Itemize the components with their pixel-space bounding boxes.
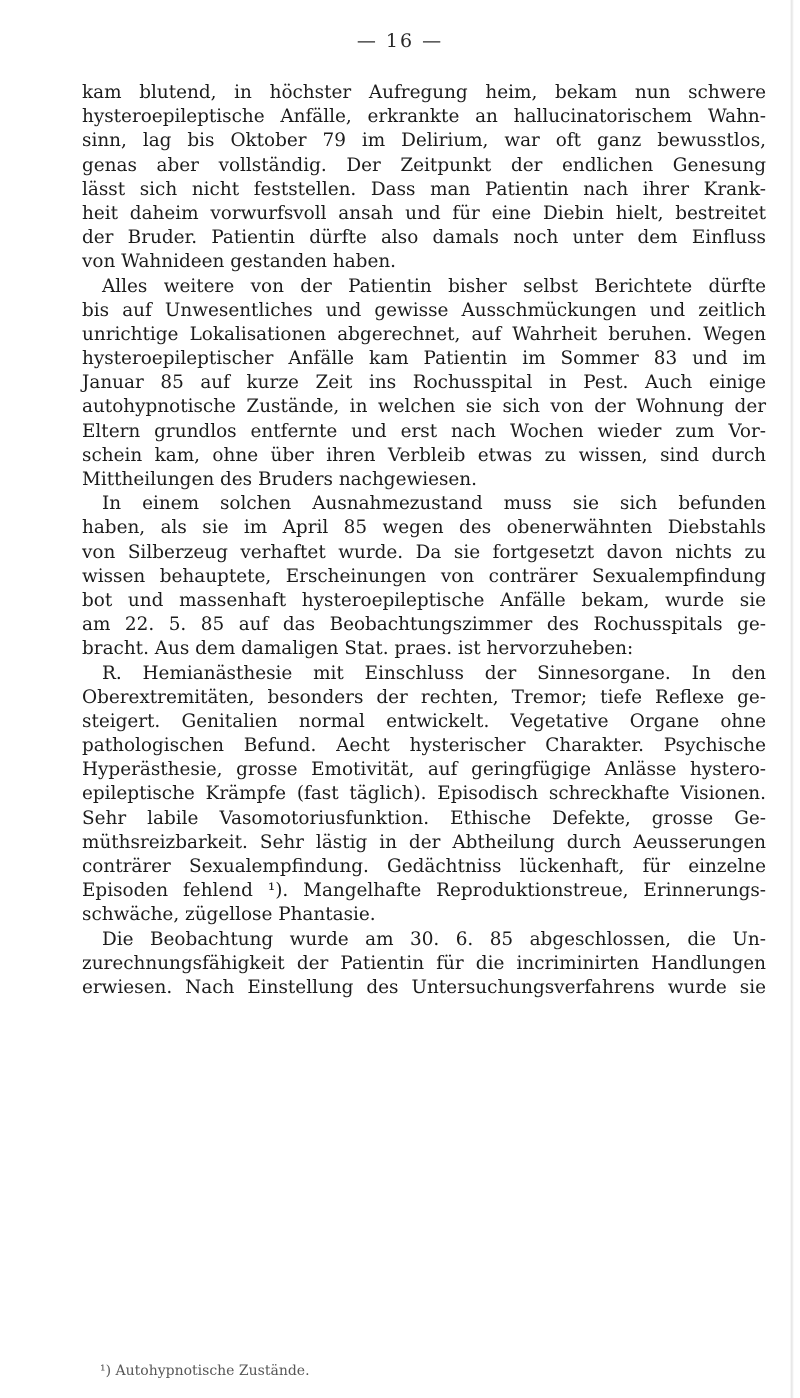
text-line: R. Hemianästhesie mit Einschluss der Sinnesorgane. In den — [102, 662, 766, 684]
text-line: pathologischen Befund. Aecht hysterischer Charakter. Psychische — [82, 735, 766, 757]
text-line: Eltern grundlos entfernte und erst nach Wochen wieder zum Vor- — [82, 420, 766, 442]
text-line: zurechnungsfähigkeit der Patientin für die incriminirten Handlungen — [82, 952, 766, 974]
text-line: sinn, lag bis Oktober 79 im Delirium, war oft ganz bewusstlos, — [82, 130, 766, 152]
text-line: erwiesen. Nach Einstellung des Untersuchungsverfahrens wurde sie — [82, 976, 766, 998]
text-line: Hyperästhesie, grosse Emotivität, auf geringfügige Anlässe hystero- — [82, 759, 766, 781]
text-line: am 22. 5. 85 auf das Beobachtungszimmer des Rochusspitals ge- — [82, 614, 766, 636]
text-line: Januar 85 auf kurze Zeit ins Rochusspital in Pest. Auch einige — [82, 372, 766, 394]
page-edge-shadow — [790, 0, 794, 1398]
text-line: kam blutend, in höchster Aufregung heim, bekam nun schwere — [82, 82, 766, 103]
text-line: von Wahnideen gestanden haben. — [82, 251, 397, 273]
text-line: wissen behauptete, Erscheinungen von conträrer Sexualempfindung — [82, 565, 766, 587]
text-line: Mittheilungen des Bruders nachgewiesen. — [82, 469, 477, 490]
text-line: hysteroepileptische Anfälle, erkrankte an hallucinatorischem Wahn- — [82, 106, 766, 128]
text-line: Alles weitere von der Patientin bisher selbst Berichtete dürfte — [102, 275, 766, 297]
text-line: unrichtige Lokalisationen abgerechnet, auf Wahrheit beruhen. Wegen — [82, 323, 766, 345]
text-line: In einem solchen Ausnahmezustand muss sie sich befunden — [102, 493, 766, 515]
text-line: der Bruder. Patientin dürfte also damals noch unter dem Einfluss — [82, 227, 766, 249]
text-line: genas aber vollständig. Der Zeitpunkt der endlichen Genesung — [82, 154, 766, 176]
text-line: Oberextremitäten, besonders der rechten, Tremor; tiefe Reflexe ge- — [82, 686, 766, 708]
text-line: heit daheim vorwurfsvoll ansah und für eine Diebin hielt, bestreitet — [82, 202, 766, 224]
text-line: Die Beobachtung wurde am 30. 6. 85 abgeschlossen, die Un- — [102, 928, 766, 950]
text-line: bracht. Aus dem damaligen Stat. praes. ist hervorzuheben: — [82, 638, 634, 660]
text-line: steigert. Genitalien normal entwickelt. Vegetative Organe ohne — [82, 710, 766, 732]
text-line: schein kam, ohne über ihren Verbleib etwas zu wissen, sind durch — [82, 444, 766, 466]
text-line: epileptische Krämpfe (fast täglich). Episodisch schreckhafte Visionen. — [82, 783, 766, 805]
text-line: müthsreizbarkeit. Sehr lästig in der Abtheilung durch Aeusserungen — [82, 831, 766, 853]
footnote: ¹) Autohypnotische Zustände. — [100, 1363, 310, 1379]
body-text — [82, 81, 766, 1000]
text-line: Sehr labile Vasomotoriusfunktion. Ethische Defekte, grosse Ge- — [82, 807, 766, 829]
text-line: schwäche, zügellose Phantasie. — [82, 904, 376, 926]
text-line: bis auf Unwesentliches und gewisse Ausschmückungen und zeitlich — [82, 299, 766, 321]
page-number: — 16 — — [356, 30, 444, 52]
text-line: von Silberzeug verhaftet wurde. Da sie fortgesetzt davon nichts zu — [82, 541, 766, 563]
text-line: Episoden fehlend ¹). Mangelhafte Reproduktionstreue, Erinnerungs- — [82, 880, 766, 902]
text-line: autohypnotische Zustände, in welchen sie sich von der Wohnung der — [82, 396, 766, 418]
text-line: haben, als sie im April 85 wegen des obenerwähnten Diebstahls — [82, 517, 766, 539]
text-line: bot und massenhaft hysteroepileptische Anfälle bekam, wurde sie — [82, 589, 766, 611]
text-line: lässt sich nicht feststellen. Dass man Patientin nach ihrer Krank- — [82, 178, 766, 200]
text-line: conträrer Sexualempfindung. Gedächtniss lückenhaft, für einzelne — [82, 856, 766, 877]
text-line: hysteroepileptischer Anfälle kam Patientin im Sommer 83 und im — [82, 348, 766, 370]
